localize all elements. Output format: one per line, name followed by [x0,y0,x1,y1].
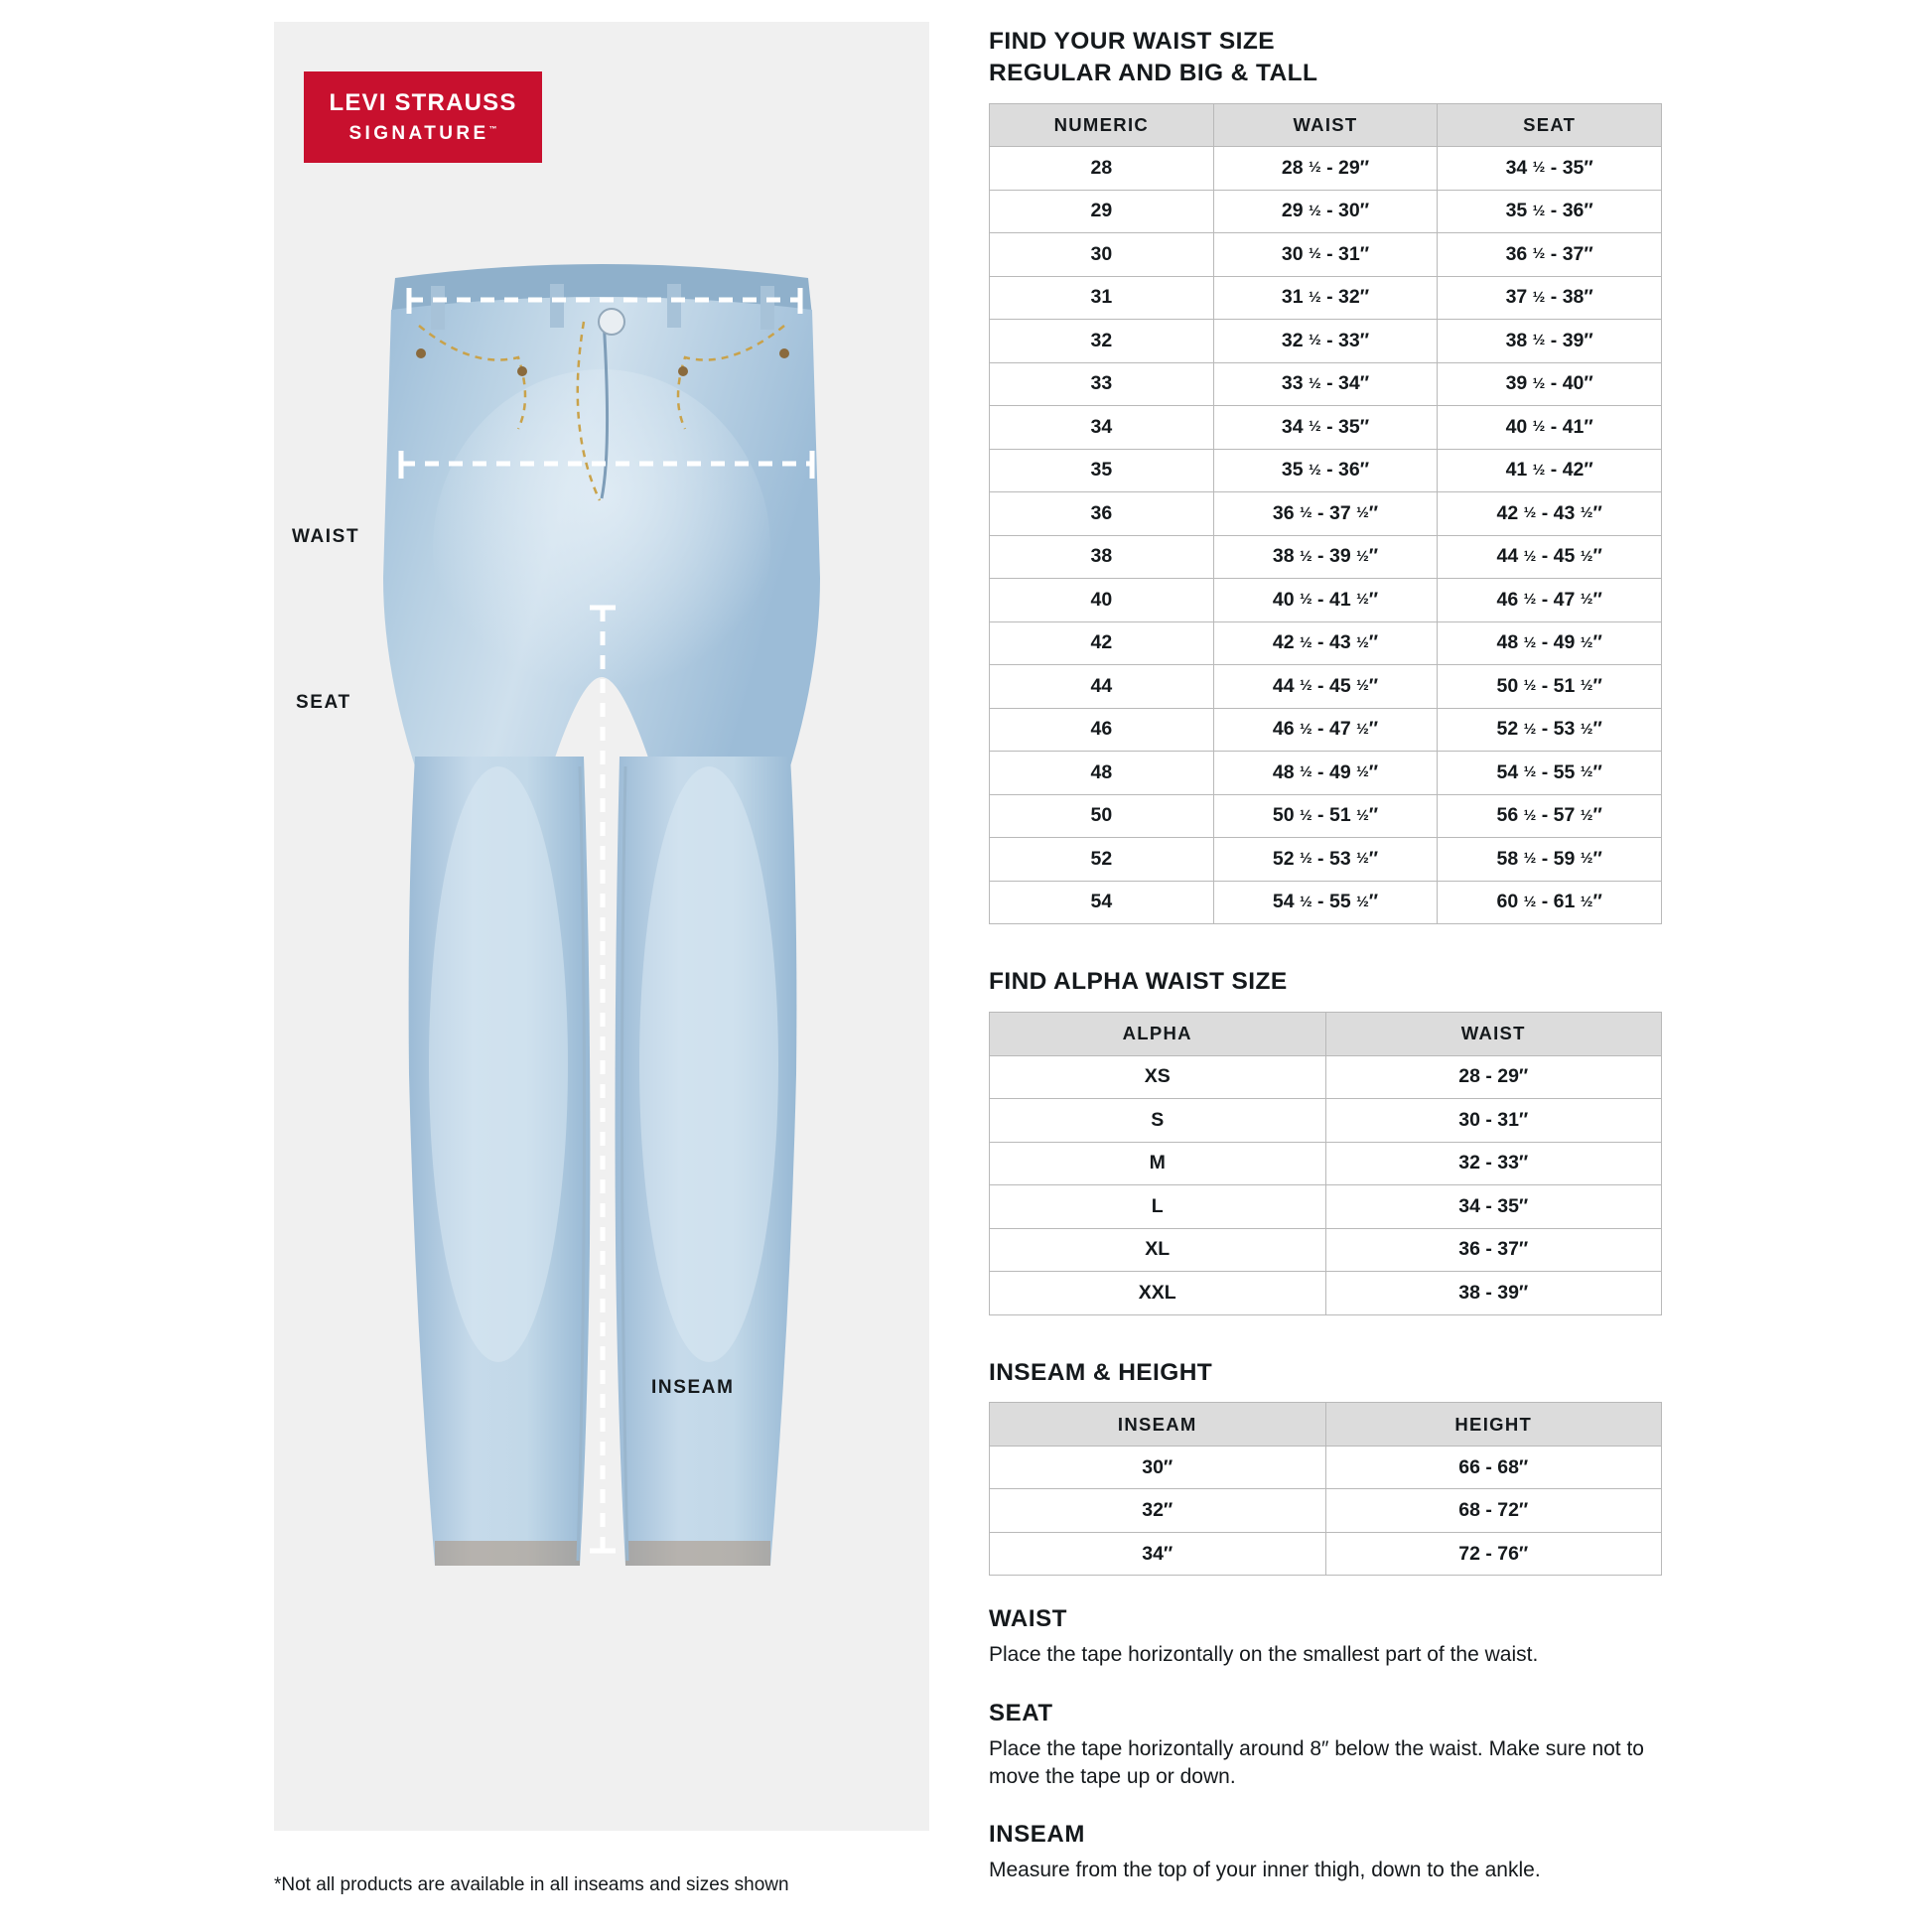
table-row [990,665,1662,709]
measuring-instructions [989,1605,1684,1884]
cell-height: 68 - 72″ [1325,1489,1662,1533]
cell-waist: 36 ½ - 37 ½″ [1213,492,1438,536]
cell-seat: 48 ½ - 49 ½″ [1438,621,1662,665]
cell-numeric: 32 [990,320,1214,363]
cell-seat: 44 ½ - 45 ½″ [1438,535,1662,579]
cell-seat: 36 ½ - 37″ [1438,233,1662,277]
cell-numeric: 36 [990,492,1214,536]
table-row [990,1228,1662,1272]
table-row [990,320,1662,363]
cell-numeric: 48 [990,752,1214,795]
waist-size-title-line1: FIND YOUR WAIST SIZE [989,28,1275,55]
trademark-symbol: ™ [488,124,497,134]
cell-numeric: 31 [990,276,1214,320]
waist-size-table [989,103,1662,925]
table-row [990,1489,1662,1533]
cell-numeric: 42 [990,621,1214,665]
cell-alpha: XL [990,1228,1326,1272]
illustration-panel [274,22,929,1831]
cell-seat: 34 ½ - 35″ [1438,147,1662,191]
cell-numeric: 30 [990,233,1214,277]
cell-inseam: 32″ [990,1489,1326,1533]
column-header-waist: WAIST [1325,1013,1662,1056]
instruction-title: INSEAM [989,1820,1085,1848]
cell-waist: 46 ½ - 47 ½″ [1213,708,1438,752]
table-row [990,492,1662,536]
cell-waist: 30 - 31″ [1325,1099,1662,1143]
cell-waist: 33 ½ - 34″ [1213,362,1438,406]
cell-numeric: 28 [990,147,1214,191]
table-row [990,794,1662,838]
cell-alpha: L [990,1185,1326,1229]
cell-seat: 37 ½ - 38″ [1438,276,1662,320]
table-row [990,1099,1662,1143]
table-row [990,1446,1662,1489]
cell-seat: 41 ½ - 42″ [1438,449,1662,492]
waist-size-section-title [989,26,1684,89]
jeans-illustration [292,250,880,1690]
table-row [990,535,1662,579]
cell-seat: 39 ½ - 40″ [1438,362,1662,406]
cell-alpha: M [990,1142,1326,1185]
cell-seat: 46 ½ - 47 ½″ [1438,579,1662,622]
cell-waist: 36 - 37″ [1325,1228,1662,1272]
table-row [990,1142,1662,1185]
table-row [990,579,1662,622]
table-header-row [990,1403,1662,1447]
cell-alpha: XS [990,1055,1326,1099]
cell-waist: 50 ½ - 51 ½″ [1213,794,1438,838]
cell-waist: 42 ½ - 43 ½″ [1213,621,1438,665]
table-row [990,449,1662,492]
inseam-height-table [989,1402,1662,1576]
table-row [990,147,1662,191]
cell-alpha: S [990,1099,1326,1143]
table-row [990,362,1662,406]
cell-numeric: 33 [990,362,1214,406]
cell-seat: 42 ½ - 43 ½″ [1438,492,1662,536]
brand-name-line1: LEVI STRAUSS [329,89,517,116]
cell-waist: 48 ½ - 49 ½″ [1213,752,1438,795]
cell-seat: 52 ½ - 53 ½″ [1438,708,1662,752]
cell-waist: 52 ½ - 53 ½″ [1213,838,1438,882]
table-row [990,838,1662,882]
column-header-alpha: ALPHA [990,1013,1326,1056]
column-header-waist: WAIST [1213,103,1438,147]
cell-waist: 34 - 35″ [1325,1185,1662,1229]
cell-numeric: 35 [990,449,1214,492]
table-header-row [990,1013,1662,1056]
cell-numeric: 44 [990,665,1214,709]
cell-inseam: 34″ [990,1532,1326,1576]
cell-waist: 32 - 33″ [1325,1142,1662,1185]
cell-numeric: 29 [990,190,1214,233]
waist-measure-label: WAIST [292,526,360,547]
cell-numeric: 40 [990,579,1214,622]
alpha-size-table [989,1012,1662,1315]
cell-numeric: 38 [990,535,1214,579]
cell-waist: 28 ½ - 29″ [1213,147,1438,191]
cell-numeric: 50 [990,794,1214,838]
cell-seat: 58 ½ - 59 ½″ [1438,838,1662,882]
alpha-size-section-title: FIND ALPHA WAIST SIZE [989,968,1288,996]
cell-numeric: 54 [990,881,1214,924]
brand-logo [304,71,542,163]
table-row [990,752,1662,795]
cell-waist: 44 ½ - 45 ½″ [1213,665,1438,709]
brand-name-line2: SIGNATURE™ [348,123,497,144]
cell-waist: 29 ½ - 30″ [1213,190,1438,233]
inseam-measure-label: INSEAM [651,1377,735,1398]
cell-height: 66 - 68″ [1325,1446,1662,1489]
inseam-height-section-title: INSEAM & HEIGHT [989,1358,1213,1386]
column-header-numeric: NUMERIC [990,103,1214,147]
instruction-body: Measure from the top of your inner thigh, down to the ankle. [989,1858,1541,1881]
cell-height: 72 - 76″ [1325,1532,1662,1576]
cell-waist: 38 ½ - 39 ½″ [1213,535,1438,579]
cell-inseam: 30″ [990,1446,1326,1489]
cell-waist: 35 ½ - 36″ [1213,449,1438,492]
cell-numeric: 34 [990,406,1214,450]
cell-waist: 28 - 29″ [1325,1055,1662,1099]
table-row [990,708,1662,752]
instruction-body: Place the tape horizontally around 8″ below the waist. Make sure not to move the tape up or down. [989,1736,1644,1788]
table-row [990,276,1662,320]
column-header-inseam: INSEAM [990,1403,1326,1447]
cell-seat: 56 ½ - 57 ½″ [1438,794,1662,838]
cell-numeric: 52 [990,838,1214,882]
instruction-title: WAIST [989,1605,1067,1633]
table-row [990,233,1662,277]
seat-measure-label: SEAT [296,692,351,713]
cell-waist: 32 ½ - 33″ [1213,320,1438,363]
table-row [990,1185,1662,1229]
cell-waist: 34 ½ - 35″ [1213,406,1438,450]
cell-numeric: 46 [990,708,1214,752]
table-row [990,1532,1662,1576]
cell-seat: 54 ½ - 55 ½″ [1438,752,1662,795]
cell-seat: 40 ½ - 41″ [1438,406,1662,450]
cell-seat: 50 ½ - 51 ½″ [1438,665,1662,709]
cell-waist: 31 ½ - 32″ [1213,276,1438,320]
cell-waist: 54 ½ - 55 ½″ [1213,881,1438,924]
column-header-height: HEIGHT [1325,1403,1662,1447]
table-row [990,190,1662,233]
waist-size-title-line2: REGULAR AND BIG & TALL [989,59,1318,86]
table-row [990,406,1662,450]
instruction-body: Place the tape horizontally on the smallest part of the waist. [989,1643,1539,1667]
column-header-seat: SEAT [1438,103,1662,147]
table-header-row [990,103,1662,147]
footnote: *Not all products are available in all inseams and sizes shown [274,1874,789,1895]
cell-seat: 38 ½ - 39″ [1438,320,1662,363]
table-row [990,1272,1662,1315]
cell-seat: 60 ½ - 61 ½″ [1438,881,1662,924]
cell-waist: 38 - 39″ [1325,1272,1662,1315]
table-row [990,1055,1662,1099]
table-row [990,881,1662,924]
cell-seat: 35 ½ - 36″ [1438,190,1662,233]
cell-waist: 30 ½ - 31″ [1213,233,1438,277]
cell-alpha: XXL [990,1272,1326,1315]
instruction-title: SEAT [989,1699,1053,1726]
cell-waist: 40 ½ - 41 ½″ [1213,579,1438,622]
size-tables-panel [989,26,1684,1884]
table-row [990,621,1662,665]
